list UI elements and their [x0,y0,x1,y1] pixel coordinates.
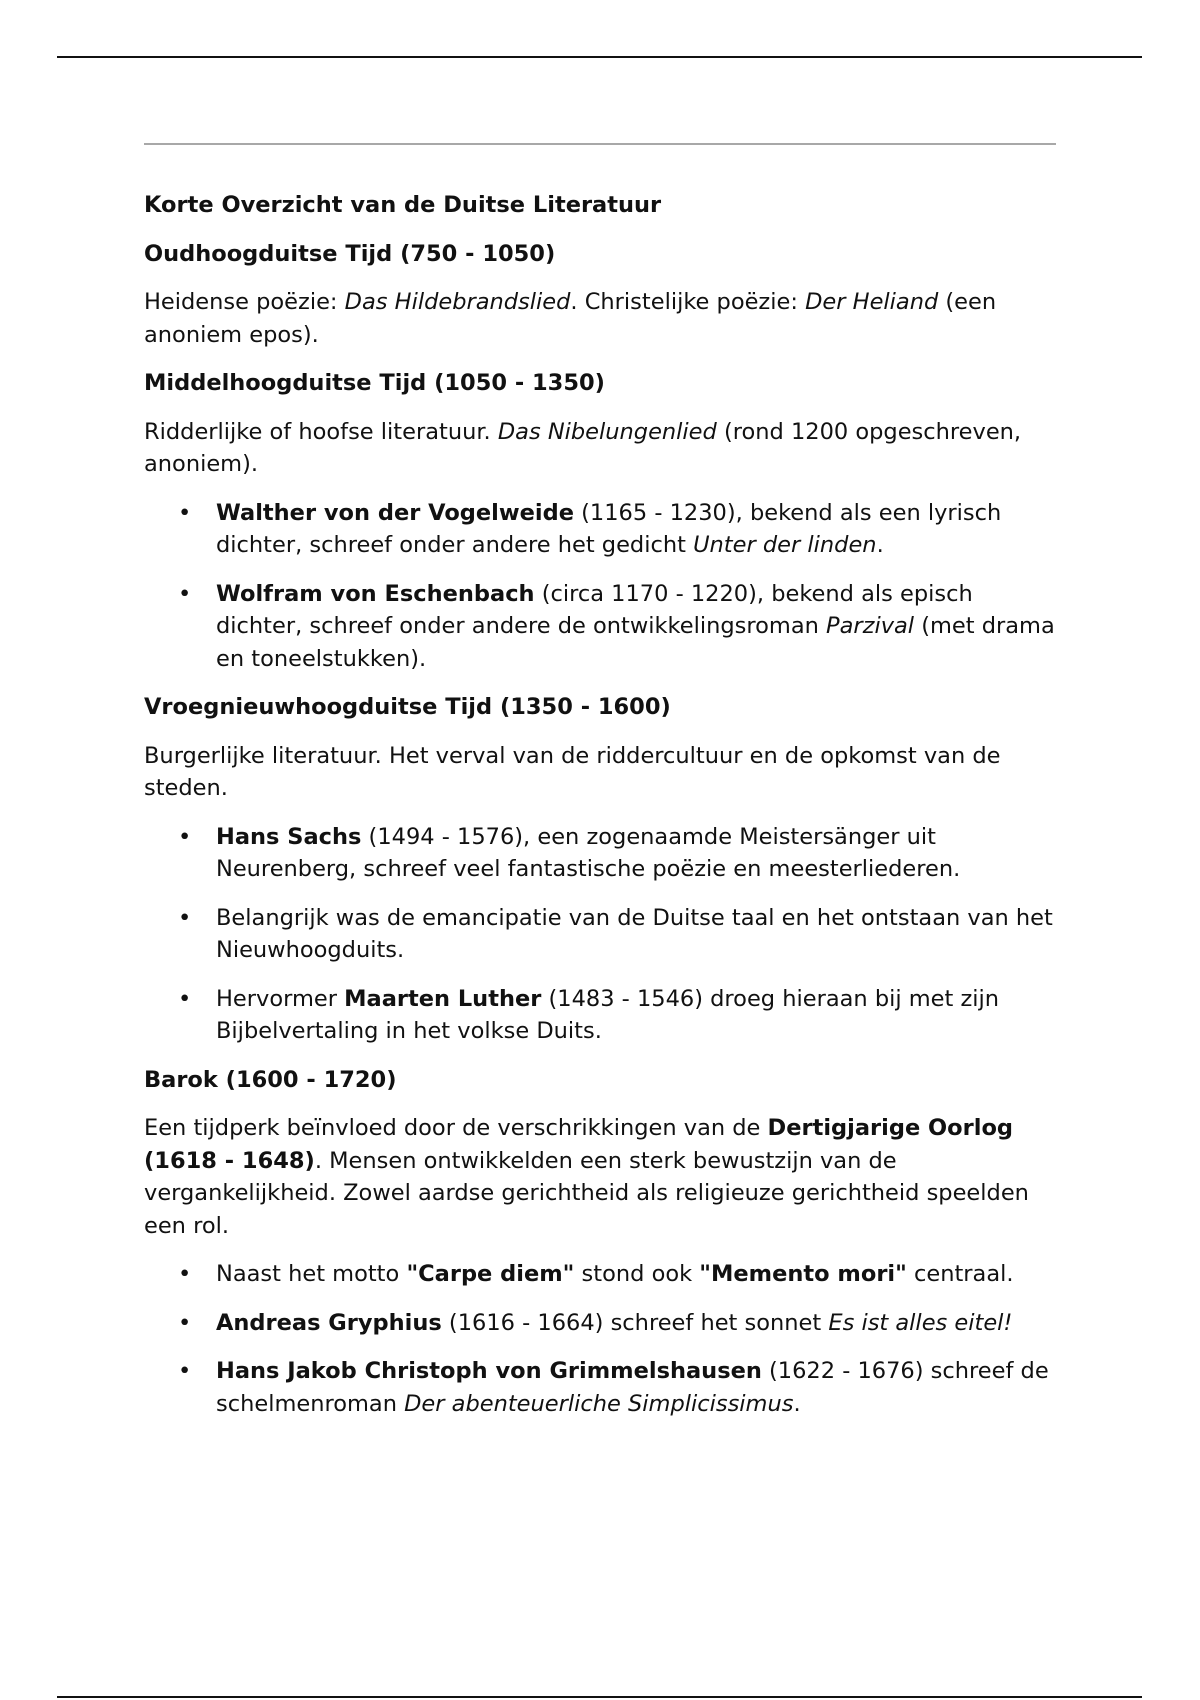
bullet-icon: • [178,985,192,1012]
work-title: Der Heliand [805,289,939,315]
work-title: Unter der linden [693,532,877,558]
text-span: Ridderlijke of hoofse literatuur. [144,418,498,445]
list-item [144,1355,1056,1420]
text-span: (1483 - 1546) droeg hieraan bij met zijn Bijbelvertaling in het volkse Duits. [216,985,1000,1044]
author-name: Hans Sachs [216,823,362,850]
document-body [144,189,1056,1436]
bullet-icon: • [178,580,192,607]
list-item [144,497,1056,562]
text-span: stond ook [574,1261,700,1287]
bullet-icon: • [178,904,192,931]
paragraph-vroegnieuwhoogduitse: Burgerlijke literatuur. Het verval van de riddercultuur en de opkomst van de steden. [144,742,1001,801]
text-span: Een tijdperk beïnvloed door de verschrikkingen van de [144,1115,768,1141]
list-item [144,1307,1056,1340]
list-barok [144,1258,1056,1420]
author-name: Maarten Luther [344,985,542,1012]
page-bottom-rule [57,1696,1142,1698]
list-vroegnieuwhoogduitse [144,821,1056,1048]
work-title: Der abenteuerliche Simplicissimus [404,1390,794,1417]
paragraph-barok [144,1112,1056,1242]
list-item [144,578,1056,676]
bullet-icon: • [178,1309,192,1336]
bullet-icon: • [178,499,192,526]
work-title: Es ist alles eitel! [828,1309,1013,1336]
work-title: Das Nibelungenlied [497,418,717,445]
text-span: . Mensen ontwikkelden een sterk bewustzijn van de vergankelijkheid. Zowel aardse gerichtheid als religieuze gerichtheid speelden een rol. [144,1147,1029,1239]
motto: "Carpe diem" [406,1261,575,1287]
text-span: (rond 1200 opgeschreven, anoniem). [144,418,1022,477]
bullet-icon: • [178,1358,192,1384]
motto: "Memento mori" [699,1261,907,1287]
page-top-rule [57,56,1142,58]
bullet-icon: • [178,1261,192,1287]
author-name: Andreas Gryphius [216,1309,442,1336]
text-span: Heidense poëzie: [144,289,345,315]
text-span: centraal. [906,1261,1014,1287]
text-span: (met drama en toneelstukken). [216,613,1055,672]
heading-barok: Barok (1600 - 1720) [144,1066,397,1093]
work-title: Parzival [826,613,915,639]
document-title: Korte Overzicht van de Duitse Literatuur [144,192,662,218]
text-span: (1616 - 1664) schreef het sonnet [441,1309,829,1336]
text-span: . Christelijke poëzie: [570,289,806,315]
text-span: (1622 - 1676) schreef de schelmenroman [216,1358,1049,1417]
heading-oudhoogduitse: Oudhoogduitse Tijd (750 - 1050) [144,240,556,267]
list-item [144,821,1056,886]
list-item [144,1258,1056,1291]
bullet-icon: • [178,823,192,850]
list-item [144,902,1056,967]
list-item [144,983,1056,1048]
work-title: Das Hildebrandslied [344,289,571,315]
author-name: Walther von der Vogelweide [216,499,574,526]
text-span: . [793,1390,801,1417]
text-span: Naast het motto [216,1261,407,1287]
content-divider [144,143,1056,145]
author-name: Hans Jakob Christoph von Grimmelshausen [216,1358,762,1384]
author-name: Wolfram von Eschenbach [216,580,535,607]
text-span: Hervormer [216,985,345,1012]
text-span: . [876,532,884,558]
heading-vroegnieuwhoogduitse: Vroegnieuwhoogduitse Tijd (1350 - 1600) [144,694,671,720]
emphasis: Dertigjarige Oorlog (1618 - 1648) [144,1115,1014,1174]
list-middelhoogduitse [144,497,1056,676]
heading-middelhoogduitse: Middelhoogduitse Tijd (1050 - 1350) [144,370,605,396]
text-span: (een anoniem epos). [144,289,997,348]
text-span: (1494 - 1576), een zogenaamde Meistersänger uit Neurenberg, schreef veel fantastische poëzie en meesterliederen. [216,823,961,882]
paragraph-oudhoogduitse [144,286,1056,351]
text-span: (circa 1170 - 1220), bekend als episch dichter, schreef onder andere de ontwikkelingsroman [216,580,973,639]
text-span: Belangrijk was de emancipatie van de Duitse taal en het ontstaan van het Nieuwhoogduits. [216,904,1053,963]
paragraph-middelhoogduitse [144,416,1056,481]
text-span: (1165 - 1230), bekend als een lyrisch dichter, schreef onder andere het gedicht [216,499,1002,558]
